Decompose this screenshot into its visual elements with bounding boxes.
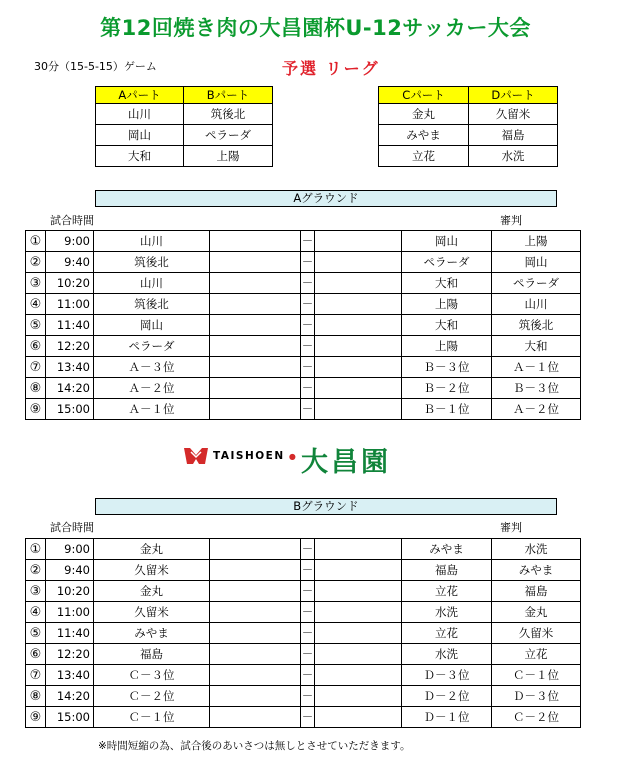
home-team: みやま bbox=[94, 623, 210, 644]
score-separator: － bbox=[301, 644, 315, 665]
away-team: Ｄ－３位 bbox=[402, 665, 492, 686]
match-time: 10:20 bbox=[46, 273, 94, 294]
score-separator: － bbox=[301, 581, 315, 602]
referee-team: 大和 bbox=[492, 336, 581, 357]
part-team: 筑後北 bbox=[184, 104, 273, 125]
referee-team: 金丸 bbox=[492, 602, 581, 623]
match-number: ⑦ bbox=[26, 665, 46, 686]
referee-team: 山川 bbox=[492, 294, 581, 315]
match-number: ④ bbox=[26, 294, 46, 315]
home-team: 山川 bbox=[94, 273, 210, 294]
part-team: ペラーダ bbox=[184, 125, 273, 146]
home-team: 筑後北 bbox=[94, 294, 210, 315]
home-score bbox=[210, 623, 301, 644]
match-time: 11:40 bbox=[46, 315, 94, 336]
match-time: 11:40 bbox=[46, 623, 94, 644]
score-separator: － bbox=[301, 707, 315, 728]
match-row bbox=[26, 294, 581, 315]
away-score bbox=[315, 539, 402, 560]
part-header-a: Aパート bbox=[96, 87, 184, 104]
match-time: 12:20 bbox=[46, 644, 94, 665]
match-number: ③ bbox=[26, 273, 46, 294]
match-number: ⑤ bbox=[26, 315, 46, 336]
ground-b-header: Bグラウンド bbox=[95, 498, 557, 515]
match-time: 14:20 bbox=[46, 686, 94, 707]
home-score bbox=[210, 581, 301, 602]
away-team: 福島 bbox=[402, 560, 492, 581]
away-score bbox=[315, 252, 402, 273]
match-row bbox=[26, 252, 581, 273]
home-score bbox=[210, 231, 301, 252]
match-time: 15:00 bbox=[46, 707, 94, 728]
match-time: 9:00 bbox=[46, 539, 94, 560]
away-team: 大和 bbox=[402, 273, 492, 294]
away-team: みやま bbox=[402, 539, 492, 560]
match-number: ② bbox=[26, 252, 46, 273]
match-number: ⑨ bbox=[26, 707, 46, 728]
part-header-b: Bパート bbox=[184, 87, 273, 104]
away-score bbox=[315, 707, 402, 728]
away-score bbox=[315, 399, 402, 420]
away-score bbox=[315, 602, 402, 623]
match-row bbox=[26, 357, 581, 378]
referee-team: Ｃ－１位 bbox=[492, 665, 581, 686]
match-row bbox=[26, 539, 581, 560]
home-team: 福島 bbox=[94, 644, 210, 665]
away-team: 上陽 bbox=[402, 294, 492, 315]
away-team: Ｂ－２位 bbox=[402, 378, 492, 399]
away-team: Ｄ－１位 bbox=[402, 707, 492, 728]
ground-b-schedule bbox=[25, 538, 581, 728]
away-score bbox=[315, 378, 402, 399]
home-team: 久留米 bbox=[94, 560, 210, 581]
away-team: Ｂ－３位 bbox=[402, 357, 492, 378]
referee-team: Ｄ－３位 bbox=[492, 686, 581, 707]
part-team: 久留米 bbox=[469, 104, 558, 125]
match-row bbox=[26, 644, 581, 665]
match-time: 9:40 bbox=[46, 252, 94, 273]
score-separator: － bbox=[301, 336, 315, 357]
match-time: 9:40 bbox=[46, 560, 94, 581]
away-score bbox=[315, 581, 402, 602]
match-time: 14:20 bbox=[46, 378, 94, 399]
ground-b-time-label: 試合時間 bbox=[50, 521, 94, 534]
part-header-d: Dパート bbox=[469, 87, 558, 104]
match-time: 13:40 bbox=[46, 357, 94, 378]
home-score bbox=[210, 399, 301, 420]
match-time: 12:20 bbox=[46, 336, 94, 357]
match-number: ⑧ bbox=[26, 686, 46, 707]
away-score bbox=[315, 357, 402, 378]
home-score bbox=[210, 539, 301, 560]
home-team: Ａ－１位 bbox=[94, 399, 210, 420]
referee-team: みやま bbox=[492, 560, 581, 581]
away-team: 岡山 bbox=[402, 231, 492, 252]
home-score bbox=[210, 357, 301, 378]
home-score bbox=[210, 315, 301, 336]
home-team: 山川 bbox=[94, 231, 210, 252]
referee-team: 水洗 bbox=[492, 539, 581, 560]
match-time: 11:00 bbox=[46, 294, 94, 315]
part-team: 山川 bbox=[96, 104, 184, 125]
home-team: 久留米 bbox=[94, 602, 210, 623]
away-score bbox=[315, 623, 402, 644]
match-row bbox=[26, 623, 581, 644]
match-row bbox=[26, 399, 581, 420]
match-number: ① bbox=[26, 539, 46, 560]
match-row bbox=[26, 273, 581, 294]
part-team: 福島 bbox=[469, 125, 558, 146]
sponsor-latin-name: TAISHOEN ● bbox=[213, 450, 298, 462]
sponsor-kanji-name: 大昌園 bbox=[301, 447, 391, 478]
match-number: ⑨ bbox=[26, 399, 46, 420]
part-team: 上陽 bbox=[184, 146, 273, 167]
referee-team: 立花 bbox=[492, 644, 581, 665]
score-separator: － bbox=[301, 252, 315, 273]
match-row bbox=[26, 581, 581, 602]
match-time: 10:20 bbox=[46, 581, 94, 602]
away-score bbox=[315, 686, 402, 707]
home-score bbox=[210, 294, 301, 315]
away-team: Ｄ－２位 bbox=[402, 686, 492, 707]
footnote: ※時間短縮の為、試合後のあいさつは無しとさせていただきます。 bbox=[98, 740, 411, 752]
match-number: ⑥ bbox=[26, 336, 46, 357]
part-team: 岡山 bbox=[96, 125, 184, 146]
part-team: 金丸 bbox=[379, 104, 469, 125]
home-score bbox=[210, 378, 301, 399]
away-score bbox=[315, 294, 402, 315]
away-score bbox=[315, 644, 402, 665]
ground-a-time-label: 試合時間 bbox=[50, 214, 94, 227]
score-separator: － bbox=[301, 273, 315, 294]
ground-b-referee-label: 審判 bbox=[500, 521, 522, 534]
match-number: ② bbox=[26, 560, 46, 581]
ground-a-referee-label: 審判 bbox=[500, 214, 522, 227]
score-separator: － bbox=[301, 665, 315, 686]
match-row bbox=[26, 378, 581, 399]
home-score bbox=[210, 252, 301, 273]
match-time: 13:40 bbox=[46, 665, 94, 686]
score-separator: － bbox=[301, 539, 315, 560]
referee-team: 上陽 bbox=[492, 231, 581, 252]
away-score bbox=[315, 231, 402, 252]
away-score bbox=[315, 273, 402, 294]
match-time: 11:00 bbox=[46, 602, 94, 623]
score-separator: － bbox=[301, 315, 315, 336]
home-team: 金丸 bbox=[94, 581, 210, 602]
parts-table-ab bbox=[95, 86, 273, 167]
away-team: 上陽 bbox=[402, 336, 492, 357]
home-team: 金丸 bbox=[94, 539, 210, 560]
part-team: 大和 bbox=[96, 146, 184, 167]
stage-heading: 予選 リーグ bbox=[282, 59, 380, 78]
match-row bbox=[26, 602, 581, 623]
home-score bbox=[210, 602, 301, 623]
score-separator: － bbox=[301, 357, 315, 378]
away-score bbox=[315, 336, 402, 357]
home-team: Ａ－３位 bbox=[94, 357, 210, 378]
score-separator: － bbox=[301, 294, 315, 315]
home-team: 筑後北 bbox=[94, 252, 210, 273]
away-team: 大和 bbox=[402, 315, 492, 336]
match-row bbox=[26, 231, 581, 252]
home-score bbox=[210, 273, 301, 294]
match-number: ① bbox=[26, 231, 46, 252]
home-team: 岡山 bbox=[94, 315, 210, 336]
referee-team: Ａ－２位 bbox=[492, 399, 581, 420]
part-team: 立花 bbox=[379, 146, 469, 167]
away-team: Ｂ－１位 bbox=[402, 399, 492, 420]
away-score bbox=[315, 665, 402, 686]
score-separator: － bbox=[301, 231, 315, 252]
away-team: ペラーダ bbox=[402, 252, 492, 273]
match-number: ⑥ bbox=[26, 644, 46, 665]
match-format: 30分（15-5-15）ゲーム bbox=[34, 60, 157, 73]
referee-team: 筑後北 bbox=[492, 315, 581, 336]
score-separator: － bbox=[301, 560, 315, 581]
part-team: みやま bbox=[379, 125, 469, 146]
score-separator: － bbox=[301, 378, 315, 399]
referee-team: 岡山 bbox=[492, 252, 581, 273]
ground-a-schedule bbox=[25, 230, 581, 420]
score-separator: － bbox=[301, 399, 315, 420]
away-team: 水洗 bbox=[402, 644, 492, 665]
taishoen-mark-icon bbox=[183, 445, 209, 467]
match-row bbox=[26, 707, 581, 728]
home-team: Ｃ－１位 bbox=[94, 707, 210, 728]
match-number: ⑧ bbox=[26, 378, 46, 399]
away-score bbox=[315, 560, 402, 581]
match-time: 15:00 bbox=[46, 399, 94, 420]
home-score bbox=[210, 336, 301, 357]
home-score bbox=[210, 644, 301, 665]
referee-team: ペラーダ bbox=[492, 273, 581, 294]
home-team: ペラーダ bbox=[94, 336, 210, 357]
match-row bbox=[26, 315, 581, 336]
referee-team: Ａ－１位 bbox=[492, 357, 581, 378]
page-title: 第12回焼き肉の大昌園杯U-12サッカー大会 bbox=[100, 16, 531, 40]
match-time: 9:00 bbox=[46, 231, 94, 252]
match-number: ⑦ bbox=[26, 357, 46, 378]
home-team: Ｃ－３位 bbox=[94, 665, 210, 686]
match-row bbox=[26, 665, 581, 686]
home-score bbox=[210, 560, 301, 581]
match-number: ⑤ bbox=[26, 623, 46, 644]
score-separator: － bbox=[301, 686, 315, 707]
match-number: ③ bbox=[26, 581, 46, 602]
away-team: 水洗 bbox=[402, 602, 492, 623]
referee-team: Ｃ－２位 bbox=[492, 707, 581, 728]
referee-team: Ｂ－３位 bbox=[492, 378, 581, 399]
match-number: ④ bbox=[26, 602, 46, 623]
referee-team: 久留米 bbox=[492, 623, 581, 644]
part-header-c: Cパート bbox=[379, 87, 469, 104]
referee-team: 福島 bbox=[492, 581, 581, 602]
home-team: Ｃ－２位 bbox=[94, 686, 210, 707]
away-team: 立花 bbox=[402, 623, 492, 644]
ground-a-header: Aグラウンド bbox=[95, 190, 557, 207]
part-team: 水洗 bbox=[469, 146, 558, 167]
score-separator: － bbox=[301, 602, 315, 623]
away-score bbox=[315, 315, 402, 336]
away-team: 立花 bbox=[402, 581, 492, 602]
parts-table-cd bbox=[378, 86, 558, 167]
match-row bbox=[26, 560, 581, 581]
home-score bbox=[210, 665, 301, 686]
match-row bbox=[26, 336, 581, 357]
home-team: Ａ－２位 bbox=[94, 378, 210, 399]
home-score bbox=[210, 707, 301, 728]
match-row bbox=[26, 686, 581, 707]
home-score bbox=[210, 686, 301, 707]
score-separator: － bbox=[301, 623, 315, 644]
